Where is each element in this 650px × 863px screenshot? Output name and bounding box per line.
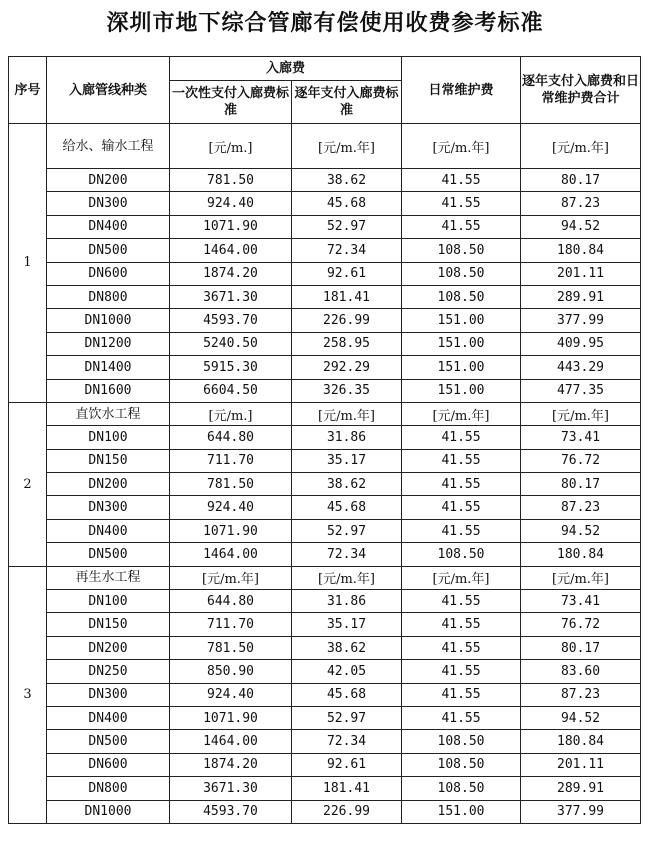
- pipe-size-cell: DN200: [47, 636, 170, 659]
- value-cell: 151.00: [402, 356, 521, 379]
- value-cell: 1464.00: [170, 239, 292, 262]
- value-cell: 226.99: [292, 309, 402, 332]
- value-cell: 94.52: [521, 215, 641, 238]
- pipe-size-cell: DN400: [47, 519, 170, 542]
- value-cell: 180.84: [521, 543, 641, 566]
- pipe-size-cell: DN400: [47, 706, 170, 729]
- value-cell: 409.95: [521, 332, 641, 355]
- value-cell: 108.50: [402, 262, 521, 285]
- value-cell: 924.40: [170, 683, 292, 706]
- value-cell: 80.17: [521, 636, 641, 659]
- value-cell: 477.35: [521, 379, 641, 402]
- value-cell: 108.50: [402, 777, 521, 800]
- value-cell: 41.55: [402, 519, 521, 542]
- value-cell: 180.84: [521, 239, 641, 262]
- unit-cell: [元/m.年]: [521, 402, 641, 425]
- table-row: [9, 309, 641, 332]
- pipe-size-cell: DN600: [47, 753, 170, 776]
- value-cell: 4593.70: [170, 309, 292, 332]
- value-cell: 3671.30: [170, 285, 292, 308]
- header-yearly: 逐年支付入廊费标准: [292, 81, 402, 124]
- table-row: [9, 519, 641, 542]
- table-row: [9, 753, 641, 776]
- value-cell: 72.34: [292, 543, 402, 566]
- value-cell: 6604.50: [170, 379, 292, 402]
- pipe-size-cell: DN250: [47, 660, 170, 683]
- table-row: [9, 332, 641, 355]
- unit-cell: [元/m.年]: [521, 566, 641, 589]
- pipe-size-cell: DN200: [47, 169, 170, 192]
- value-cell: 41.55: [402, 473, 521, 496]
- pipe-size-cell: DN1400: [47, 356, 170, 379]
- value-cell: 41.55: [402, 192, 521, 215]
- group-seq: 3: [9, 566, 47, 823]
- value-cell: 5240.50: [170, 332, 292, 355]
- table-body: [9, 124, 641, 824]
- value-cell: 201.11: [521, 262, 641, 285]
- value-cell: 1071.90: [170, 519, 292, 542]
- value-cell: 80.17: [521, 473, 641, 496]
- pipe-size-cell: DN150: [47, 613, 170, 636]
- pipe-size-cell: DN300: [47, 192, 170, 215]
- pipe-size-cell: DN150: [47, 449, 170, 472]
- value-cell: 181.41: [292, 285, 402, 308]
- value-cell: 83.60: [521, 660, 641, 683]
- value-cell: 781.50: [170, 169, 292, 192]
- value-cell: 94.52: [521, 706, 641, 729]
- unit-cell: [元/m.年]: [292, 124, 402, 169]
- table-row: [9, 543, 641, 566]
- table-row: [9, 379, 641, 402]
- value-cell: 151.00: [402, 379, 521, 402]
- value-cell: 258.95: [292, 332, 402, 355]
- value-cell: 924.40: [170, 496, 292, 519]
- value-cell: 201.11: [521, 753, 641, 776]
- unit-cell: [元/m.]: [170, 124, 292, 169]
- group-seq: 1: [9, 124, 47, 403]
- value-cell: 41.55: [402, 683, 521, 706]
- value-cell: 42.05: [292, 660, 402, 683]
- value-cell: 41.55: [402, 449, 521, 472]
- value-cell: 1874.20: [170, 753, 292, 776]
- value-cell: 289.91: [521, 285, 641, 308]
- value-cell: 377.99: [521, 800, 641, 823]
- value-cell: 41.55: [402, 215, 521, 238]
- table-row: [9, 215, 641, 238]
- table-row: [9, 730, 641, 753]
- header-maintenance: 日常维护费: [402, 57, 521, 124]
- category-name: 给水、输水工程: [47, 124, 170, 169]
- value-cell: 289.91: [521, 777, 641, 800]
- value-cell: 52.97: [292, 519, 402, 542]
- header-total: 逐年支付入廊费和日常维护费合计: [521, 57, 641, 124]
- page-title: 深圳市地下综合管廊有偿使用收费参考标准: [106, 10, 544, 36]
- value-cell: 80.17: [521, 169, 641, 192]
- header-pipe-type: 入廊管线种类: [47, 57, 170, 124]
- value-cell: 52.97: [292, 215, 402, 238]
- table-row: [9, 777, 641, 800]
- header-entry-fee: 入廊费: [170, 57, 402, 81]
- unit-cell: [元/m.年]: [170, 566, 292, 589]
- value-cell: 41.55: [402, 590, 521, 613]
- table-row: [9, 683, 641, 706]
- pipe-size-cell: DN400: [47, 215, 170, 238]
- table-row: [9, 426, 641, 449]
- value-cell: 87.23: [521, 192, 641, 215]
- value-cell: 781.50: [170, 636, 292, 659]
- value-cell: 76.72: [521, 449, 641, 472]
- value-cell: 38.62: [292, 169, 402, 192]
- value-cell: 52.97: [292, 706, 402, 729]
- category-name: 再生水工程: [47, 566, 170, 589]
- pipe-size-cell: DN300: [47, 496, 170, 519]
- value-cell: 73.41: [521, 426, 641, 449]
- unit-cell: [元/m.年]: [402, 402, 521, 425]
- group-seq: 2: [9, 402, 47, 566]
- value-cell: 1464.00: [170, 730, 292, 753]
- value-cell: 4593.70: [170, 800, 292, 823]
- value-cell: 850.90: [170, 660, 292, 683]
- unit-cell: [元/m.年]: [292, 402, 402, 425]
- value-cell: 87.23: [521, 496, 641, 519]
- pipe-size-cell: DN800: [47, 285, 170, 308]
- pipe-size-cell: DN1600: [47, 379, 170, 402]
- value-cell: 180.84: [521, 730, 641, 753]
- value-cell: 781.50: [170, 473, 292, 496]
- pipe-size-cell: DN1000: [47, 309, 170, 332]
- value-cell: 1874.20: [170, 262, 292, 285]
- pipe-size-cell: DN100: [47, 590, 170, 613]
- value-cell: 45.68: [292, 496, 402, 519]
- value-cell: 644.80: [170, 426, 292, 449]
- table-row: [9, 613, 641, 636]
- value-cell: 151.00: [402, 800, 521, 823]
- unit-cell: [元/m.年]: [402, 566, 521, 589]
- value-cell: 1464.00: [170, 543, 292, 566]
- value-cell: 443.29: [521, 356, 641, 379]
- value-cell: 108.50: [402, 239, 521, 262]
- value-cell: 711.70: [170, 613, 292, 636]
- fee-table: [8, 56, 641, 824]
- pipe-size-cell: DN200: [47, 473, 170, 496]
- table-row: [9, 473, 641, 496]
- pipe-size-cell: DN500: [47, 543, 170, 566]
- category-row: [9, 402, 641, 425]
- unit-cell: [元/m.年]: [402, 124, 521, 169]
- table-row: [9, 449, 641, 472]
- value-cell: 292.29: [292, 356, 402, 379]
- category-row: [9, 124, 641, 169]
- value-cell: 108.50: [402, 753, 521, 776]
- value-cell: 108.50: [402, 543, 521, 566]
- value-cell: 72.34: [292, 239, 402, 262]
- value-cell: 1071.90: [170, 706, 292, 729]
- table-row: [9, 800, 641, 823]
- value-cell: 94.52: [521, 519, 641, 542]
- value-cell: 73.41: [521, 590, 641, 613]
- table-row: [9, 496, 641, 519]
- value-cell: 151.00: [402, 332, 521, 355]
- category-name: 直饮水工程: [47, 402, 170, 425]
- pipe-size-cell: DN500: [47, 730, 170, 753]
- value-cell: 45.68: [292, 192, 402, 215]
- value-cell: 41.55: [402, 660, 521, 683]
- table-row: [9, 192, 641, 215]
- value-cell: 924.40: [170, 192, 292, 215]
- value-cell: 38.62: [292, 636, 402, 659]
- value-cell: 31.86: [292, 590, 402, 613]
- unit-cell: [元/m.年]: [292, 566, 402, 589]
- value-cell: 38.62: [292, 473, 402, 496]
- pipe-size-cell: DN800: [47, 777, 170, 800]
- value-cell: 226.99: [292, 800, 402, 823]
- header-one-time: 一次性支付入廊费标准: [170, 81, 292, 124]
- value-cell: 76.72: [521, 613, 641, 636]
- unit-cell: [元/m.年]: [521, 124, 641, 169]
- pipe-size-cell: DN600: [47, 262, 170, 285]
- value-cell: 151.00: [402, 309, 521, 332]
- table-row: [9, 706, 641, 729]
- header-seq: 序号: [9, 57, 47, 124]
- value-cell: 41.55: [402, 426, 521, 449]
- table-row: [9, 636, 641, 659]
- value-cell: 45.68: [292, 683, 402, 706]
- value-cell: 41.55: [402, 496, 521, 519]
- unit-cell: [元/m.]: [170, 402, 292, 425]
- value-cell: 41.55: [402, 706, 521, 729]
- value-cell: 31.86: [292, 426, 402, 449]
- pipe-size-cell: DN1200: [47, 332, 170, 355]
- value-cell: 326.35: [292, 379, 402, 402]
- value-cell: 1071.90: [170, 215, 292, 238]
- value-cell: 35.17: [292, 613, 402, 636]
- value-cell: 377.99: [521, 309, 641, 332]
- value-cell: 41.55: [402, 169, 521, 192]
- value-cell: 644.80: [170, 590, 292, 613]
- pipe-size-cell: DN1000: [47, 800, 170, 823]
- value-cell: 3671.30: [170, 777, 292, 800]
- value-cell: 72.34: [292, 730, 402, 753]
- table-row: [9, 590, 641, 613]
- value-cell: 108.50: [402, 285, 521, 308]
- value-cell: 92.61: [292, 753, 402, 776]
- value-cell: 35.17: [292, 449, 402, 472]
- table-row: [9, 285, 641, 308]
- table-row: [9, 169, 641, 192]
- value-cell: 5915.30: [170, 356, 292, 379]
- value-cell: 711.70: [170, 449, 292, 472]
- value-cell: 41.55: [402, 636, 521, 659]
- pipe-size-cell: DN500: [47, 239, 170, 262]
- value-cell: 41.55: [402, 613, 521, 636]
- pipe-size-cell: DN300: [47, 683, 170, 706]
- table-row: [9, 262, 641, 285]
- pipe-size-cell: DN100: [47, 426, 170, 449]
- value-cell: 87.23: [521, 683, 641, 706]
- table-row: [9, 239, 641, 262]
- table-row: [9, 660, 641, 683]
- value-cell: 181.41: [292, 777, 402, 800]
- category-row: [9, 566, 641, 589]
- table-row: [9, 356, 641, 379]
- value-cell: 92.61: [292, 262, 402, 285]
- value-cell: 108.50: [402, 730, 521, 753]
